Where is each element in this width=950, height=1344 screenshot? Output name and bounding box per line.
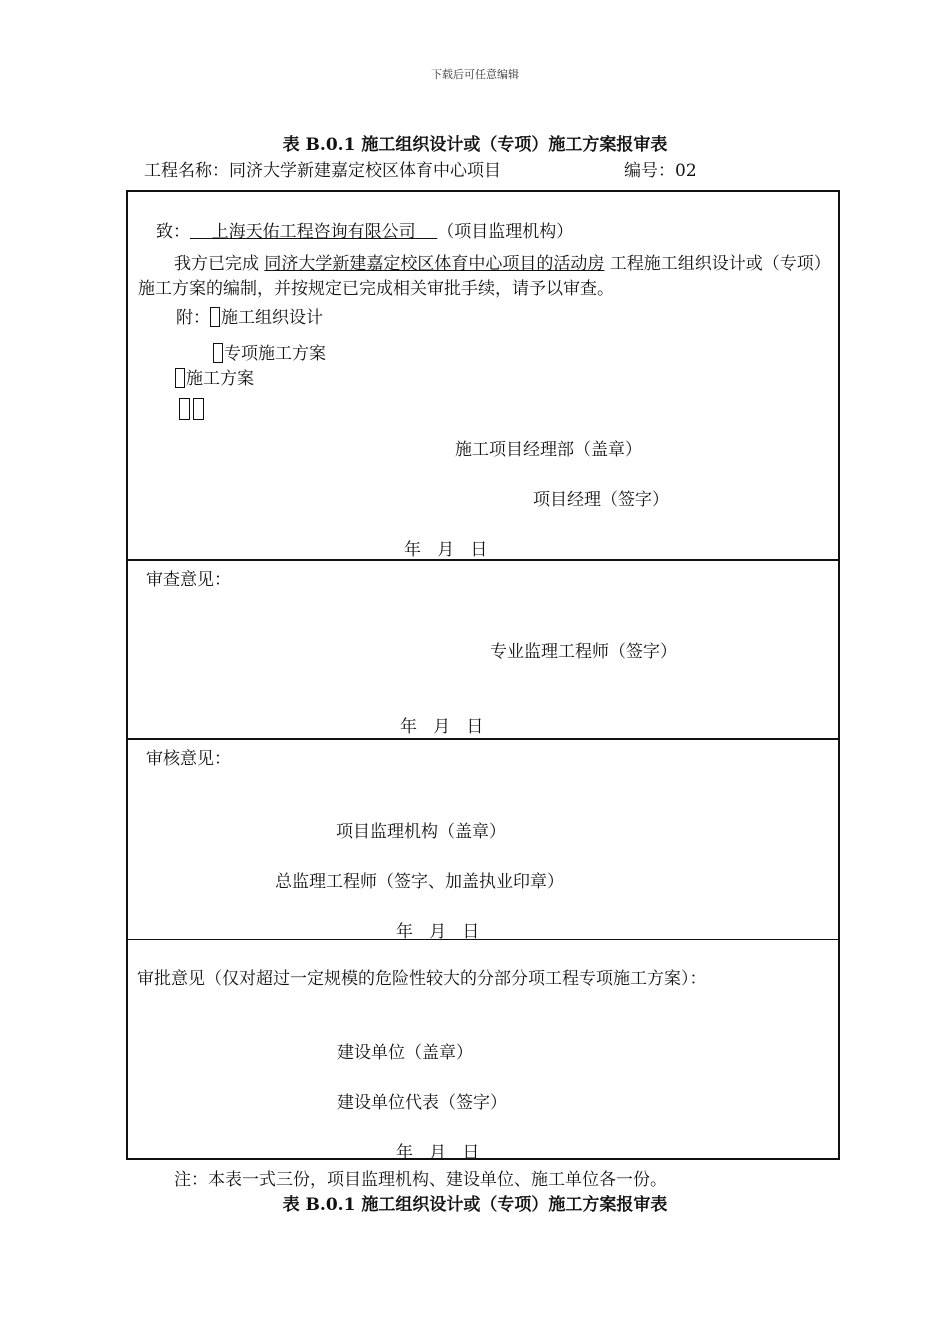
- owner-representative-signature: 建设单位代表（签字）: [337, 1093, 507, 1113]
- attachment-row-2: [213, 339, 326, 364]
- checkbox-extra-2[interactable]: [193, 398, 204, 420]
- divider-1: [128, 559, 838, 561]
- checkbox-special-plan[interactable]: [213, 343, 223, 363]
- addressee-suffix: （项目监理机构）: [437, 222, 574, 242]
- option-construction-plan: 施工方案: [186, 369, 254, 389]
- checkbox-construction-design[interactable]: [210, 307, 220, 327]
- review-opinion-label: 审查意见：: [146, 570, 231, 590]
- project-name: 同济大学新建嘉定校区体育中心项目: [229, 161, 501, 181]
- checkbox-extra-1[interactable]: [179, 398, 190, 420]
- audit-opinion-label: 审核意见：: [146, 749, 231, 769]
- option-construction-design: 施工组织设计: [221, 308, 323, 328]
- divider-3: [128, 939, 838, 940]
- attachment-label: 附：: [176, 308, 210, 328]
- project-manager-signature: 项目经理（签字）: [533, 490, 669, 510]
- chief-engineer-signature: 总监理工程师（签字、加盖执业印章）: [275, 872, 564, 892]
- contractor-stamp: 施工项目经理部（盖章）: [455, 440, 642, 460]
- form-number-label: 编号：: [624, 161, 675, 181]
- owner-stamp: 建设单位（盖章）: [337, 1043, 473, 1063]
- project-name-line: [144, 156, 501, 181]
- section1-date: 年 月 日: [404, 540, 488, 560]
- section3-date: 年 月 日: [396, 922, 480, 942]
- addressee-org: 上海天佑工程咨询有限公司: [211, 222, 416, 242]
- submission-paragraph: 我方已完成 同济大学新建嘉定校区体育中心项目的活动房 工程施工组织设计或（专项）施工方案的编制，并按规定已完成相关审批手续，请予以审查。: [138, 254, 831, 299]
- divider-2: [128, 738, 838, 740]
- form-number: 02: [675, 161, 697, 181]
- section2-date: 年 月 日: [400, 717, 484, 737]
- attachment-row-1: [176, 303, 323, 328]
- submission-project: 同济大学新建嘉定校区体育中心项目的活动房: [264, 254, 605, 274]
- addressee-line: [156, 217, 573, 242]
- checkbox-construction-plan[interactable]: [175, 368, 185, 388]
- form-title-repeat: 表 B.0.1 施工组织设计或（专项）施工方案报审表: [282, 1195, 668, 1215]
- header-note: 下载后可任意编辑: [431, 68, 519, 81]
- supervising-engineer-signature: 专业监理工程师（签字）: [490, 642, 677, 662]
- form-title: 表 B.0.1 施工组织设计或（专项）施工方案报审表: [282, 135, 668, 155]
- footnote: 注：本表一式三份，项目监理机构、建设单位、施工单位各一份。: [174, 1170, 667, 1190]
- attachment-row-3: [175, 364, 254, 389]
- addressee-label: 致：: [156, 222, 190, 242]
- approval-opinion-label: 审批意见（仅对超过一定规模的危险性较大的分部分项工程专项施工方案）：: [137, 969, 707, 989]
- approval-form: [126, 190, 840, 1163]
- supervision-agency-stamp: 项目监理机构（盖章）: [336, 822, 506, 842]
- project-name-label: 工程名称：: [144, 161, 229, 181]
- option-special-plan: 专项施工方案: [224, 344, 326, 364]
- form-number-line: [624, 156, 697, 181]
- extra-checkboxes: [179, 398, 205, 420]
- section4-date: 年 月 日: [396, 1143, 480, 1163]
